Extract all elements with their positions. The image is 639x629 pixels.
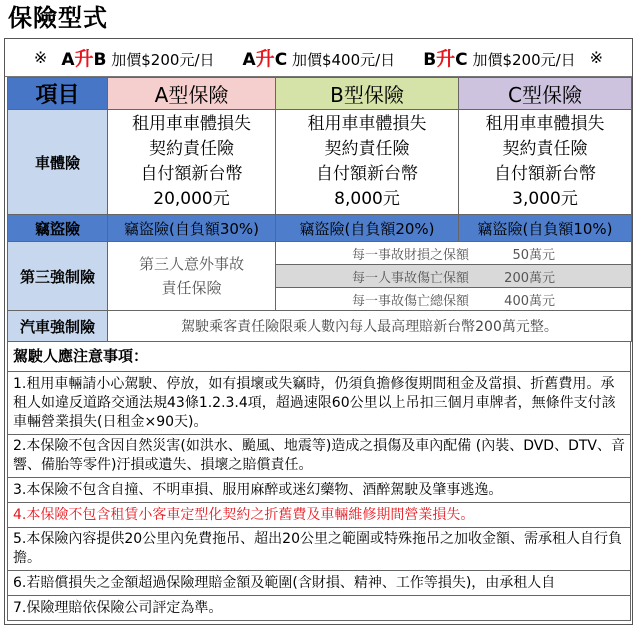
upgrade-price-bar (5, 39, 632, 77)
third-party-coverage-line: 每一人事故傷亡保額 200萬元 (276, 265, 632, 288)
insurance-frame (4, 38, 633, 625)
upgrade-price: 加價$400元/日 (291, 51, 396, 69)
body-insurance-row (8, 110, 632, 215)
third-party-coverage-line: 每一事故財損之保額 50萬元 (276, 242, 632, 265)
note-item: 5.本保險內容提供20公里內免費拖吊、超出20公里之範圍或特殊拖吊之加收金額、需承租人自行負擔。 (8, 528, 631, 571)
upgrade-b-to-c: B升C 加價$200元/日 (423, 48, 576, 70)
header-plan-b: B型保險 (276, 78, 459, 110)
third-party-description: 第三人意外事故 責任保險 (108, 242, 276, 311)
theft-label: 竊盜險 (8, 215, 108, 242)
upgrade-arrow-text: 升 (436, 48, 456, 70)
note-mark-left: ※ (33, 48, 48, 67)
compulsory-label: 汽車強制險 (8, 311, 108, 342)
note-item: 1.租用車輛請小心駕駛、停放，如有損壞或失竊時，仍須負擔修復期間租金及當損、折舊費用。承租人如違反道路交通法規43條1.2.3.4項，超過速限60公里以上吊扣三個月車牌者，無條件支付該車輛營業損失(日租金×90天)。 (8, 372, 631, 435)
note-item: 3.本保險不包含自撞、不明車損、服用麻醉或迷幻藥物、酒醉駕駛及肇事逃逸。 (8, 478, 631, 503)
deductible-amount: 3,000元 (512, 189, 578, 209)
header-plan-c: C型保險 (459, 78, 632, 110)
upgrade-arrow-text: 升 (255, 48, 275, 70)
body-insurance-plan-b: 租用車車體損失 契約責任險 自付額新台幣 8,000元 (276, 110, 459, 215)
third-party-label: 第三強制險 (8, 242, 108, 311)
theft-plan-b: 竊盜險(自負額20%) (276, 215, 459, 242)
deductible-amount: 20,000元 (153, 189, 230, 209)
note-item: 2.本保險不包含因自然災害(如洪水、颱風、地震等)造成之損傷及車內配備 (內裝、DVD、DTV、音響、備胎等零件)汙損或遺失、損壞之賠償責任。 (8, 435, 631, 478)
note-item: 7.保險理賠依保險公司評定為準。 (8, 596, 631, 621)
upgrade-arrow-text: 升 (74, 48, 94, 70)
upgrade-price: 加價$200元/日 (472, 51, 576, 69)
upgrade-a-to-c: A升C 加價$400元/日 (242, 48, 396, 70)
insurance-plan-table (7, 77, 632, 342)
header-item: 項目 (8, 78, 108, 110)
body-insurance-plan-a: 租用車車體損失 契約責任險 自付額新台幣 20,000元 (108, 110, 276, 215)
header-plan-a: A型保險 (108, 78, 276, 110)
note-mark-right: ※ (589, 48, 604, 67)
body-insurance-label: 車體險 (8, 110, 108, 215)
third-party-coverage-line: 每一事故傷亡總保額 400萬元 (276, 288, 632, 311)
page-title: 保險型式 (8, 4, 108, 32)
theft-plan-c: 竊盜險(自負額10%) (459, 215, 632, 242)
compulsory-row (8, 311, 632, 342)
driver-notes (7, 341, 631, 621)
theft-row (8, 215, 632, 242)
theft-plan-a: 竊盜險(自負額30%) (108, 215, 276, 242)
deductible-amount: 8,000元 (334, 189, 400, 209)
note-item-highlight: 4.本保險不包含租賃小客車定型化契約之折舊費及車輛維修期間營業損失。 (8, 503, 631, 528)
compulsory-description: 駕駛乘客責任險限乘人數內每人最高理賠新台幣200萬元整。 (108, 311, 632, 342)
upgrade-a-to-b: A升B 加價$200元/日 (61, 48, 215, 70)
body-insurance-plan-c: 租用車車體損失 契約責任險 自付額新台幣 3,000元 (459, 110, 632, 215)
header-row (8, 78, 632, 110)
notes-heading: 駕駛人應注意事項： (8, 342, 631, 372)
note-item: 6.若賠償損失之金額超過保險理賠金額及範圍(含財損、精神、工作等損失)，由承租人自 (8, 571, 631, 596)
third-party-row-1 (8, 242, 632, 265)
upgrade-price: 加價$200元/日 (111, 51, 215, 69)
